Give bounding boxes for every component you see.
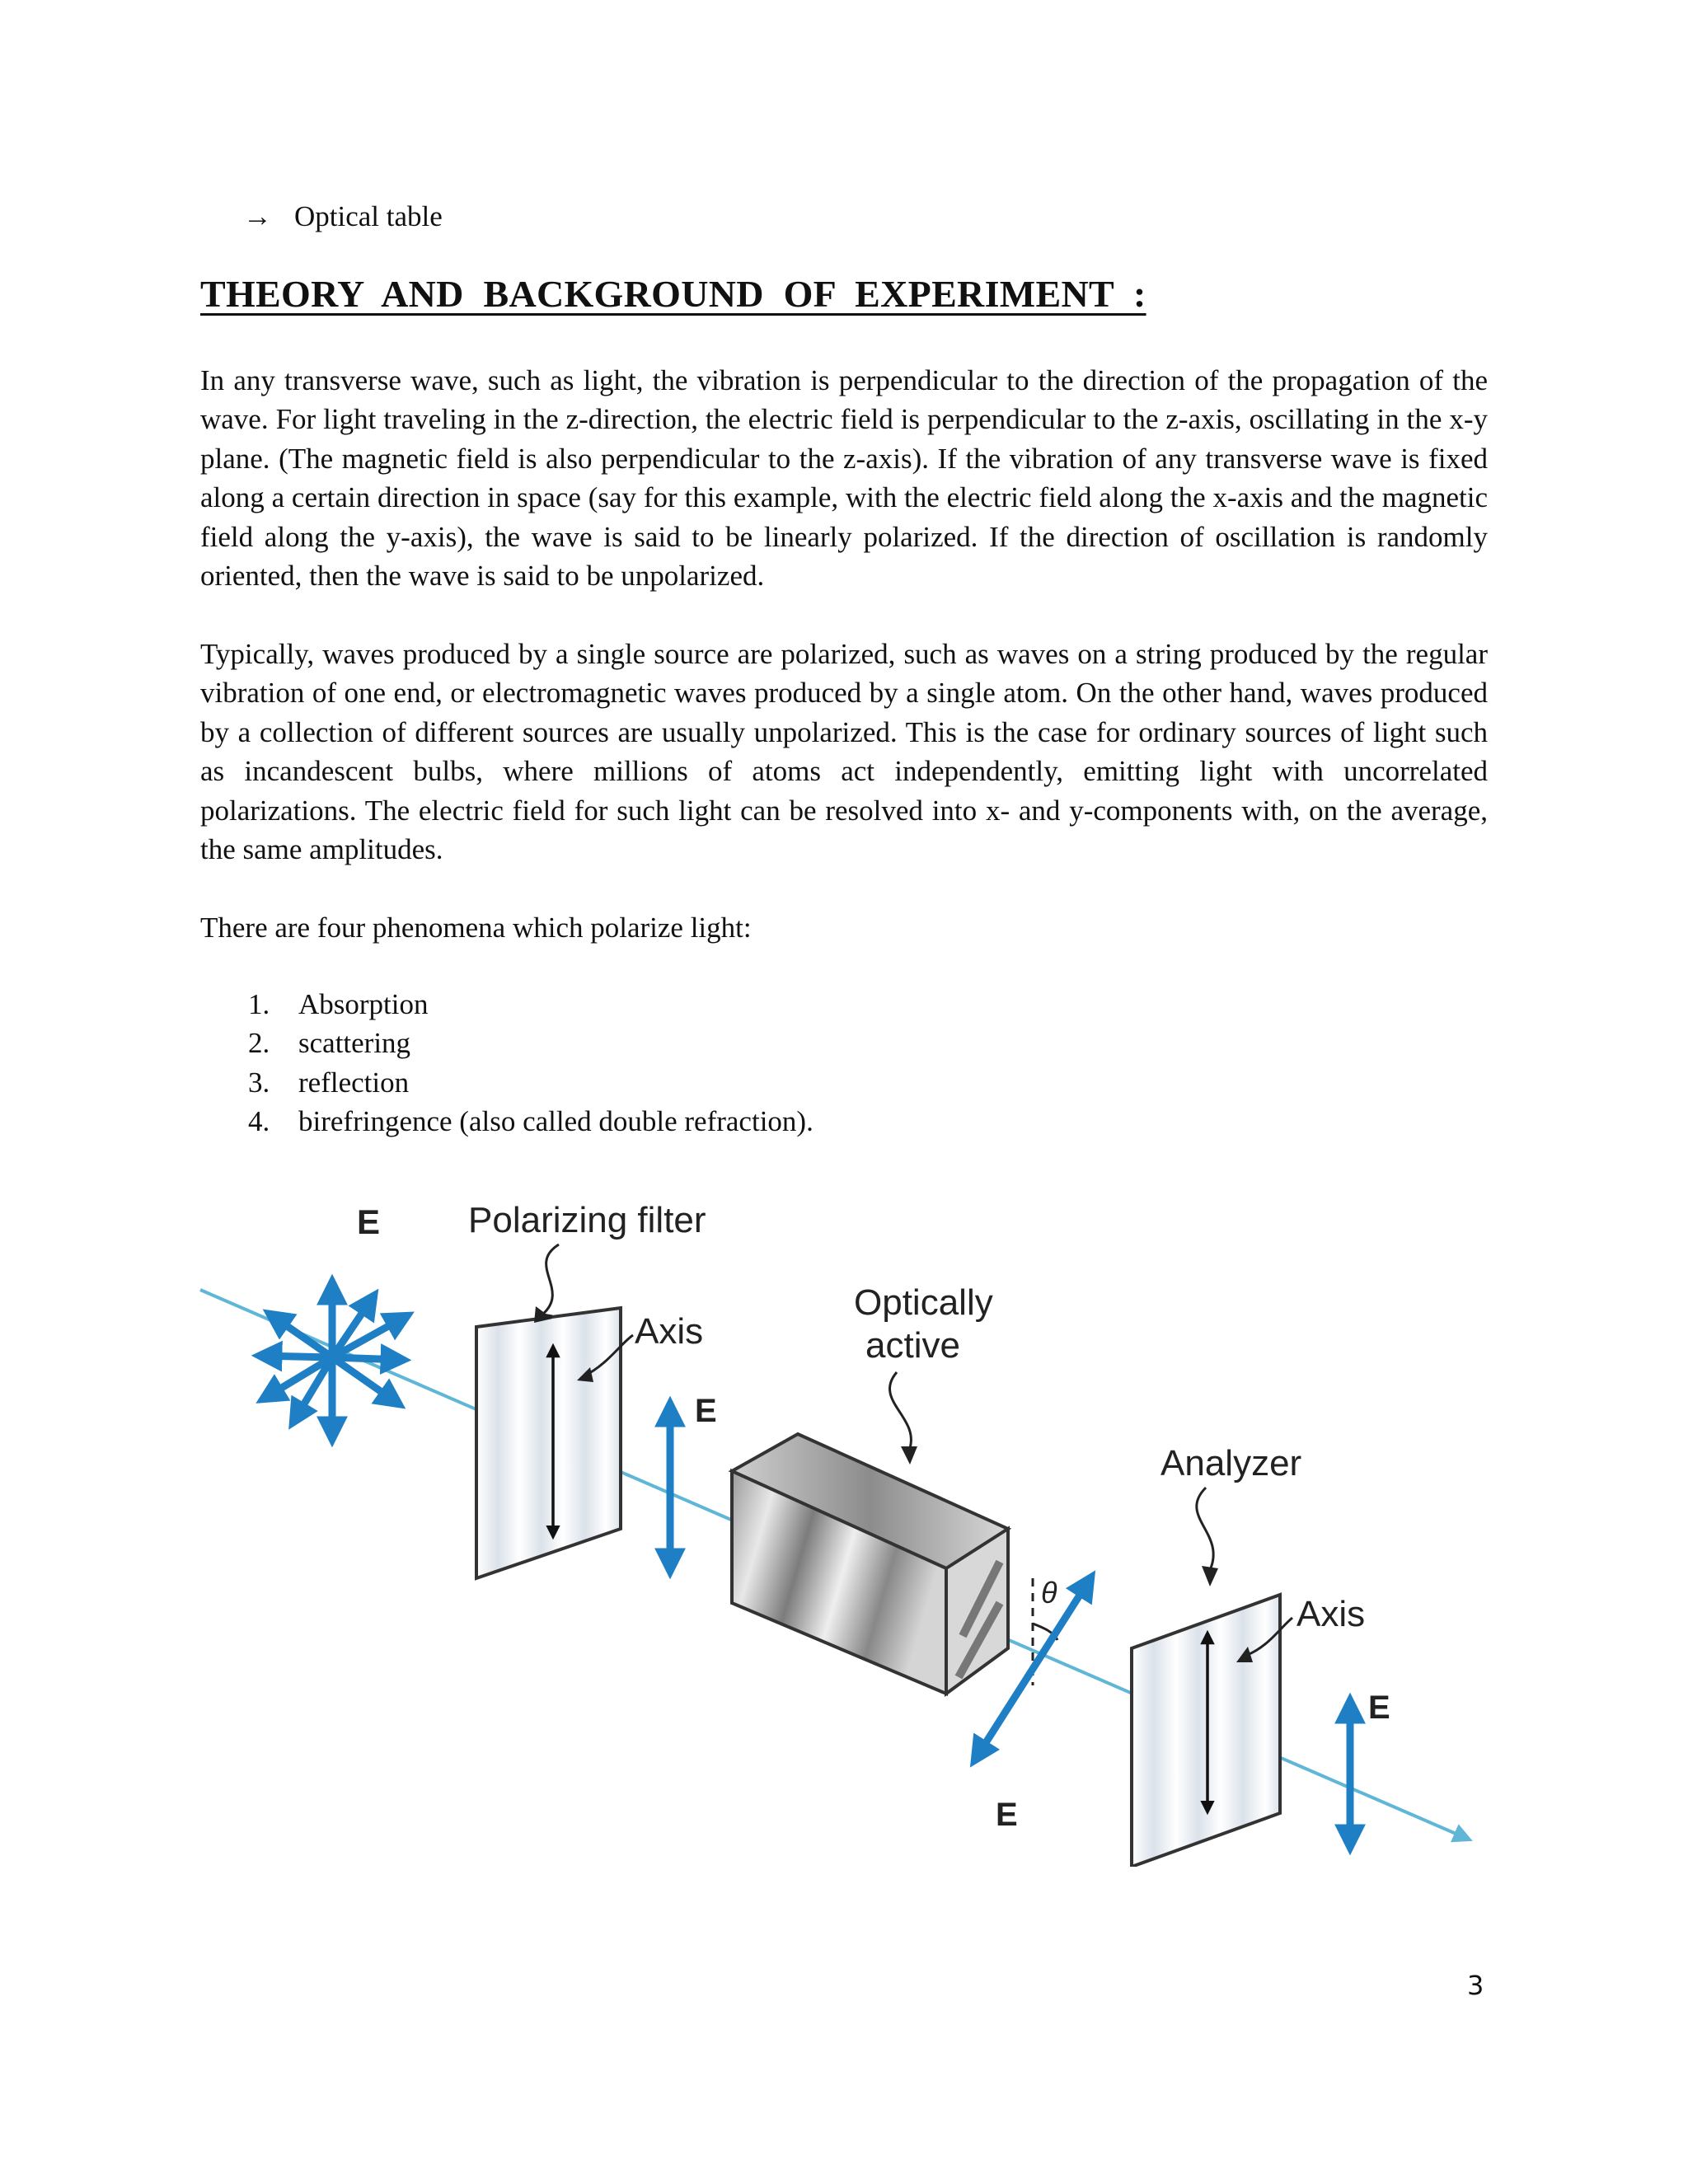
optically-active-pointer: [889, 1372, 911, 1451]
label-analyzer: Analyzer: [1160, 1443, 1302, 1483]
label-polarizing-filter: Polarizing filter: [468, 1200, 706, 1240]
unpolarized-source: [260, 1283, 406, 1438]
label-active: active: [865, 1325, 960, 1366]
label-axis-2: Axis: [1296, 1594, 1366, 1634]
paragraph-single-source: Typically, waves produced by a single source are polarized, such as waves on a string produced by the regular vibration of one end, or electromagnetic waves produced by a single atom. On the other hand, waves produced by a collection of different sources are usually unpolarized. This is the case for ordinary sources of light such as incandescent bulbs, where millions of atoms act independently, emitting light with uncorrelated polarizations. The electric field for such light can be resolved into x- and y-components with, on the average, the same amplitudes.: [200, 638, 1488, 866]
analyzer-filter: [1132, 1595, 1280, 1867]
label-e-source: E: [357, 1202, 381, 1241]
right-arrow-icon: →: [243, 200, 272, 232]
page-number: 3: [1467, 1970, 1484, 2001]
equipment-item: [243, 196, 443, 237]
section-heading: THEORY AND BACKGROUND OF EXPERIMENT :: [200, 273, 1146, 315]
label-e-rotated: E: [996, 1797, 1018, 1833]
paragraph-transverse-wave: In any transverse wave, such as light, the vibration is perpendicular to the direction of the propagation of the wave. For light traveling in the z-direction, the electric field is perpendicular to the z-axis, oscillating in the x-y plane. (The magnetic field is also perpendicular to the z-axis). If the vibration of any transverse wave is fixed along a certain direction in space (say for this example, with the electric field along the x-axis and the magnetic field along the y-axis), the wave is said to be linearly polarized. If the direction of oscillation is randomly oriented, then the wave is said to be unpolarized.: [200, 364, 1488, 593]
polarizing-filter-pointer: [542, 1244, 559, 1316]
label-optically: Optically: [854, 1282, 993, 1323]
polarizing-filter: [476, 1308, 621, 1578]
analyzer-pointer: [1197, 1488, 1213, 1570]
list-item: 1. Absorption: [248, 988, 429, 1020]
list-item: 2. scattering: [248, 1027, 411, 1060]
polarization-diagram: [196, 1174, 1482, 1867]
label-e-out: E: [1368, 1690, 1390, 1726]
list-item: 4. birefringence (also called double refraction).: [248, 1105, 814, 1138]
analyzer-pointer-head: [1202, 1566, 1218, 1586]
label-e-1: E: [695, 1393, 717, 1429]
equipment-item-text: Optical table: [294, 200, 443, 232]
optically-active-material: [732, 1434, 1008, 1694]
phenomena-list: [200, 985, 814, 1141]
label-axis-1: Axis: [635, 1311, 704, 1352]
optically-active-pointer-head: [901, 1446, 917, 1465]
paragraph-four-phenomena: There are four phenomena which polarize light:: [200, 912, 752, 944]
list-item: 3. reflection: [248, 1066, 410, 1099]
label-theta: θ: [1041, 1576, 1057, 1610]
